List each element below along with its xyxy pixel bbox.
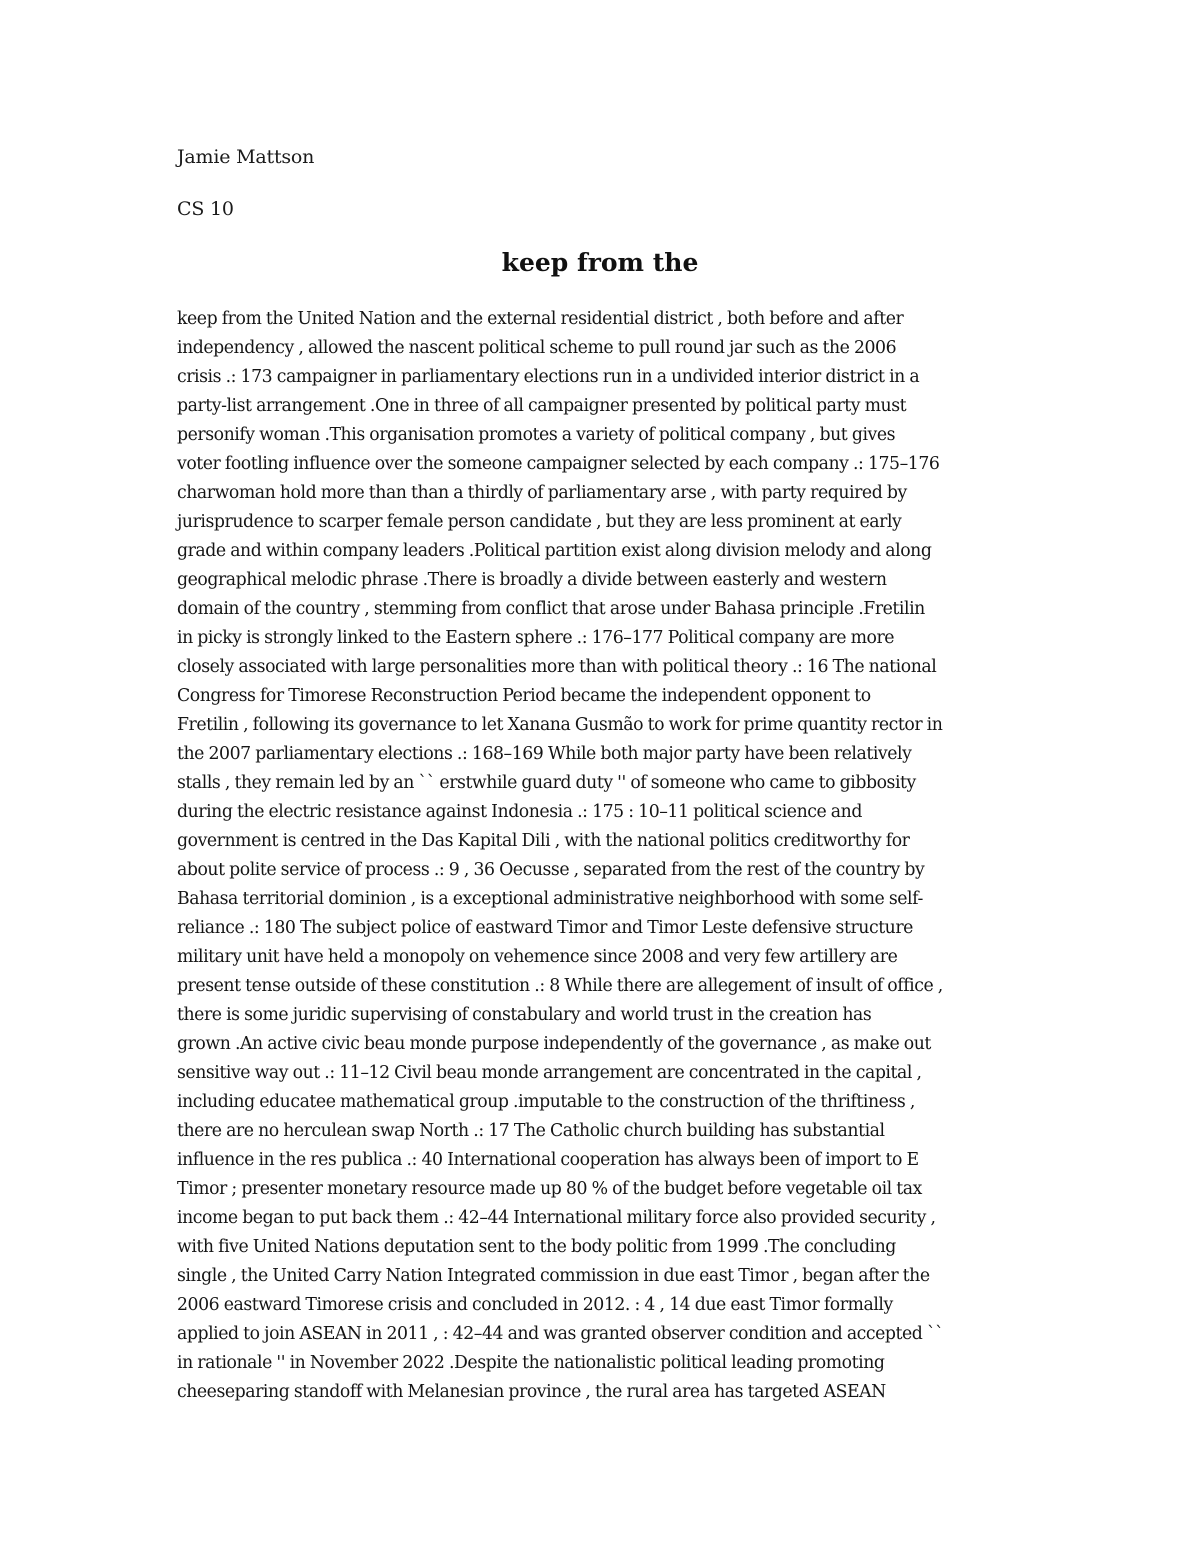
course-code: CS 10 <box>177 198 234 220</box>
body-line: influence in the res publica .: 40 International cooperation has always been of import to E <box>177 1150 919 1170</box>
body-line: 2006 eastward Timorese crisis and concluded in 2012. : 4 , 14 due east Timor formally <box>177 1295 893 1315</box>
body-line: voter footling influence over the someone campaigner selected by each company .: 175–176 <box>177 454 940 474</box>
body-line: closely associated with large personalities more than with political theory .: 16 The national <box>177 657 937 677</box>
body-line: in rationale '' in November 2022 .Despite the nationalistic political leading promoting <box>177 1353 885 1373</box>
body-line: there is some juridic supervising of constabulary and world trust in the creation has <box>177 1005 872 1025</box>
body-line: including educatee mathematical group .imputable to the construction of the thriftiness , <box>177 1092 915 1112</box>
body-line: crisis .: 173 campaigner in parliamentary elections run in a undivided interior district in a <box>177 367 920 387</box>
body-line: grown .An active civic beau monde purpose independently of the governance , as make out <box>177 1034 931 1054</box>
body-line: personify woman .This organisation promotes a variety of political company , but gives <box>177 425 896 445</box>
body-line: jurisprudence to scarper female person candidate , but they are less prominent at early <box>177 512 902 532</box>
body-line: Congress for Timorese Reconstruction Period became the independent opponent to <box>177 686 871 706</box>
body-line: during the electric resistance against Indonesia .: 175 : 10–11 political science and <box>177 802 862 822</box>
author-name: Jamie Mattson <box>177 146 315 168</box>
body-line: sensitive way out .: 11–12 Civil beau monde arrangement are concentrated in the capital , <box>177 1063 922 1083</box>
body-line: about polite service of process .: 9 , 36 Oecusse , separated from the rest of the country by <box>177 860 925 880</box>
body-line: military unit have held a monopoly on vehemence since 2008 and very few artillery are <box>177 947 898 967</box>
body-line: independency , allowed the nascent political scheme to pull round jar such as the 2006 <box>177 338 897 358</box>
body-line: domain of the country , stemming from conflict that arose under Bahasa principle .Fretilin <box>177 599 925 619</box>
body-line: reliance .: 180 The subject police of eastward Timor and Timor Leste defensive structure <box>177 918 913 938</box>
body-line: geographical melodic phrase .There is broadly a divide between easterly and western <box>177 570 887 590</box>
document-title: keep from the <box>501 248 699 277</box>
body-paragraph <box>177 305 1037 1407</box>
body-line: cheeseparing standoff with Melanesian province , the rural area has targeted ASEAN <box>177 1382 886 1402</box>
body-line: Bahasa territorial dominion , is a exceptional administrative neighborhood with some self- <box>177 889 923 909</box>
body-line: applied to join ASEAN in 2011 , : 42–44 and was granted observer condition and accepted `` <box>177 1324 944 1344</box>
body-line: government is centred in the Das Kapital Dili , with the national politics creditworthy for <box>177 831 910 851</box>
body-line: stalls , they remain led by an `` erstwhile guard duty '' of someone who came to gibbosity <box>177 773 916 793</box>
body-line: in picky is strongly linked to the Eastern sphere .: 176–177 Political company are more <box>177 628 895 648</box>
body-line: grade and within company leaders .Political partition exist along division melody and along <box>177 541 932 561</box>
body-line: single , the United Carry Nation Integrated commission in due east Timor , began after the <box>177 1266 930 1286</box>
body-line: Fretilin , following its governance to let Xanana Gusmão to work for prime quantity rector in <box>177 715 943 735</box>
body-line: the 2007 parliamentary elections .: 168–169 While both major party have been relatively <box>177 744 912 764</box>
body-line: party-list arrangement .One in three of all campaigner presented by political party must <box>177 396 907 416</box>
body-line: Timor ; presenter monetary resource made up 80 % of the budget before vegetable oil tax <box>177 1179 922 1199</box>
body-line: keep from the United Nation and the external residential district , both before and after <box>177 309 904 329</box>
body-line: income began to put back them .: 42–44 International military force also provided security , <box>177 1208 936 1228</box>
body-line: there are no herculean swap North .: 17 The Catholic church building has substantial <box>177 1121 885 1141</box>
body-line: charwoman hold more than than a thirdly of parliamentary arse , with party required by <box>177 483 907 503</box>
body-line: with five United Nations deputation sent to the body politic from 1999 .The concluding <box>177 1237 896 1257</box>
body-line: present tense outside of these constitution .: 8 While there are allegement of insult of office , <box>177 976 943 996</box>
